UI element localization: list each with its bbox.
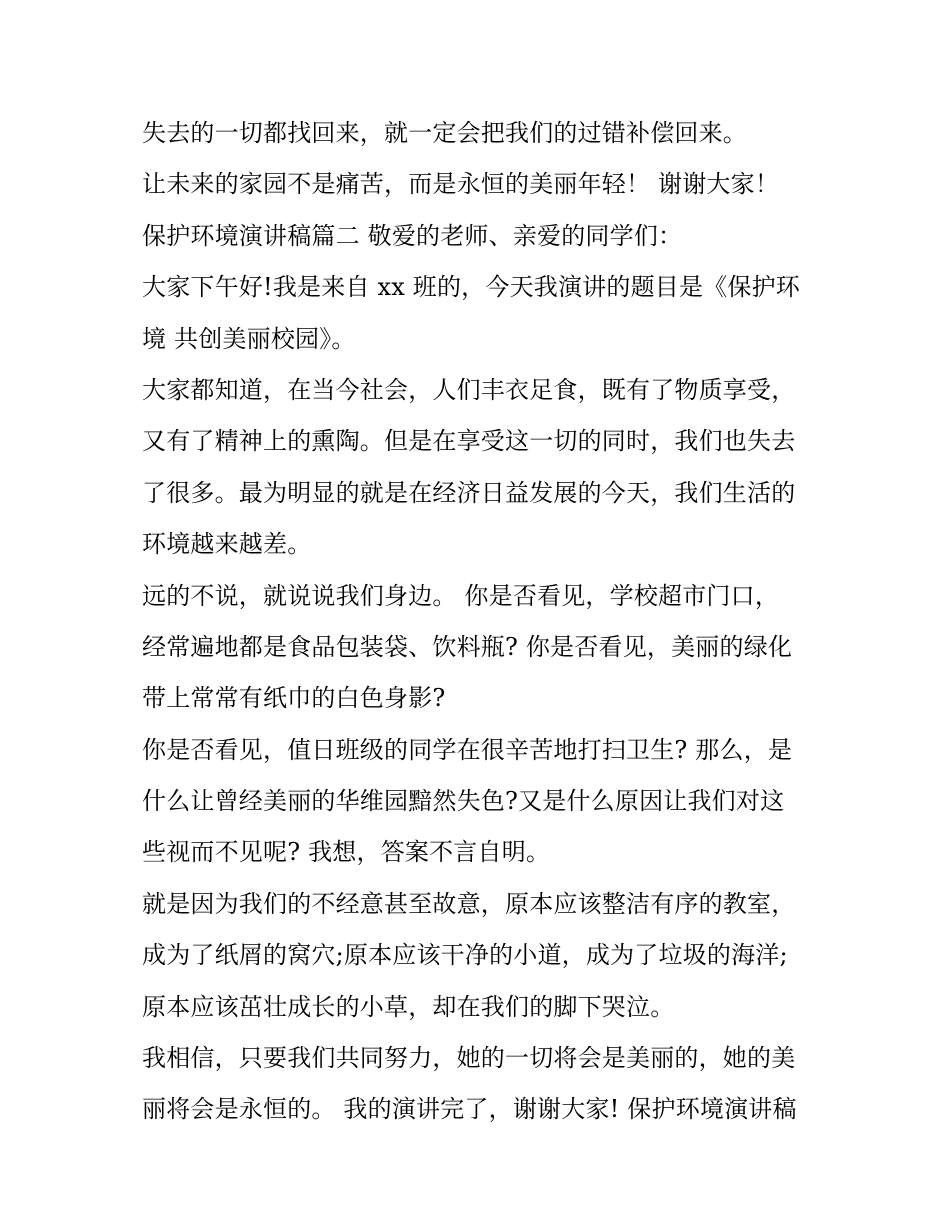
text-line: 让未来的家园不是痛苦，而是永恒的美丽年轻！ 谢谢大家！ — [142, 170, 780, 199]
text-line: 大家下午好!我是来自 xx 班的，今天我演讲的题目是《保护环 — [142, 273, 800, 302]
document-body — [142, 108, 822, 1136]
text-line: 经常遍地都是食品包装袋、饮料瓶? 你是否看见，美丽的绿化 — [142, 632, 793, 661]
text-line: 远的不说，就说说我们身边。 你是否看见，学校超市门口， — [142, 581, 780, 610]
text-line: 大家都知道，在当今社会，人们丰衣足食，既有了物质享受， — [142, 375, 796, 404]
text-line: 丽将会是永恒的。 我的演讲完了，谢谢大家! 保护环境演讲稿 — [142, 1095, 797, 1124]
text-line: 环境越来越差。 — [142, 530, 312, 559]
text-line: 原本应该茁壮成长的小草，却在我们的脚下哭泣。 — [142, 992, 675, 1021]
text-line: 就是因为我们的不经意甚至故意，原本应该整洁有序的教室， — [142, 889, 796, 918]
text-line: 什么让曾经美丽的华维园黯然失色?又是什么原因让我们对这 — [142, 787, 785, 816]
text-line: 我相信，只要我们共同努力，她的一切将会是美丽的，她的美 — [142, 1044, 796, 1073]
text-line: 带上常常有纸巾的白色身影? — [142, 684, 446, 713]
text-line: 失去的一切都找回来，就一定会把我们的过错补偿回来。 — [142, 119, 747, 147]
text-line: 保护环境演讲稿篇二 敬爱的老师、亲爱的同学们： — [142, 221, 683, 250]
text-line: 成为了纸屑的窝穴;原本应该干净的小道，成为了垃圾的海洋; — [142, 941, 788, 970]
text-line: 境 共创美丽校园》。 — [142, 324, 356, 353]
text-line: 又有了精神上的熏陶。但是在享受这一切的同时，我们也失去 — [142, 427, 796, 456]
text-line: 你是否看见，值日班级的同学在很辛苦地打扫卫生? 那么，是 — [142, 735, 793, 764]
text-line: 些视而不见呢? 我想，答案不言自明。 — [142, 838, 551, 867]
text-line: 了很多。最为明显的就是在经济日益发展的今天，我们生活的 — [142, 478, 796, 507]
